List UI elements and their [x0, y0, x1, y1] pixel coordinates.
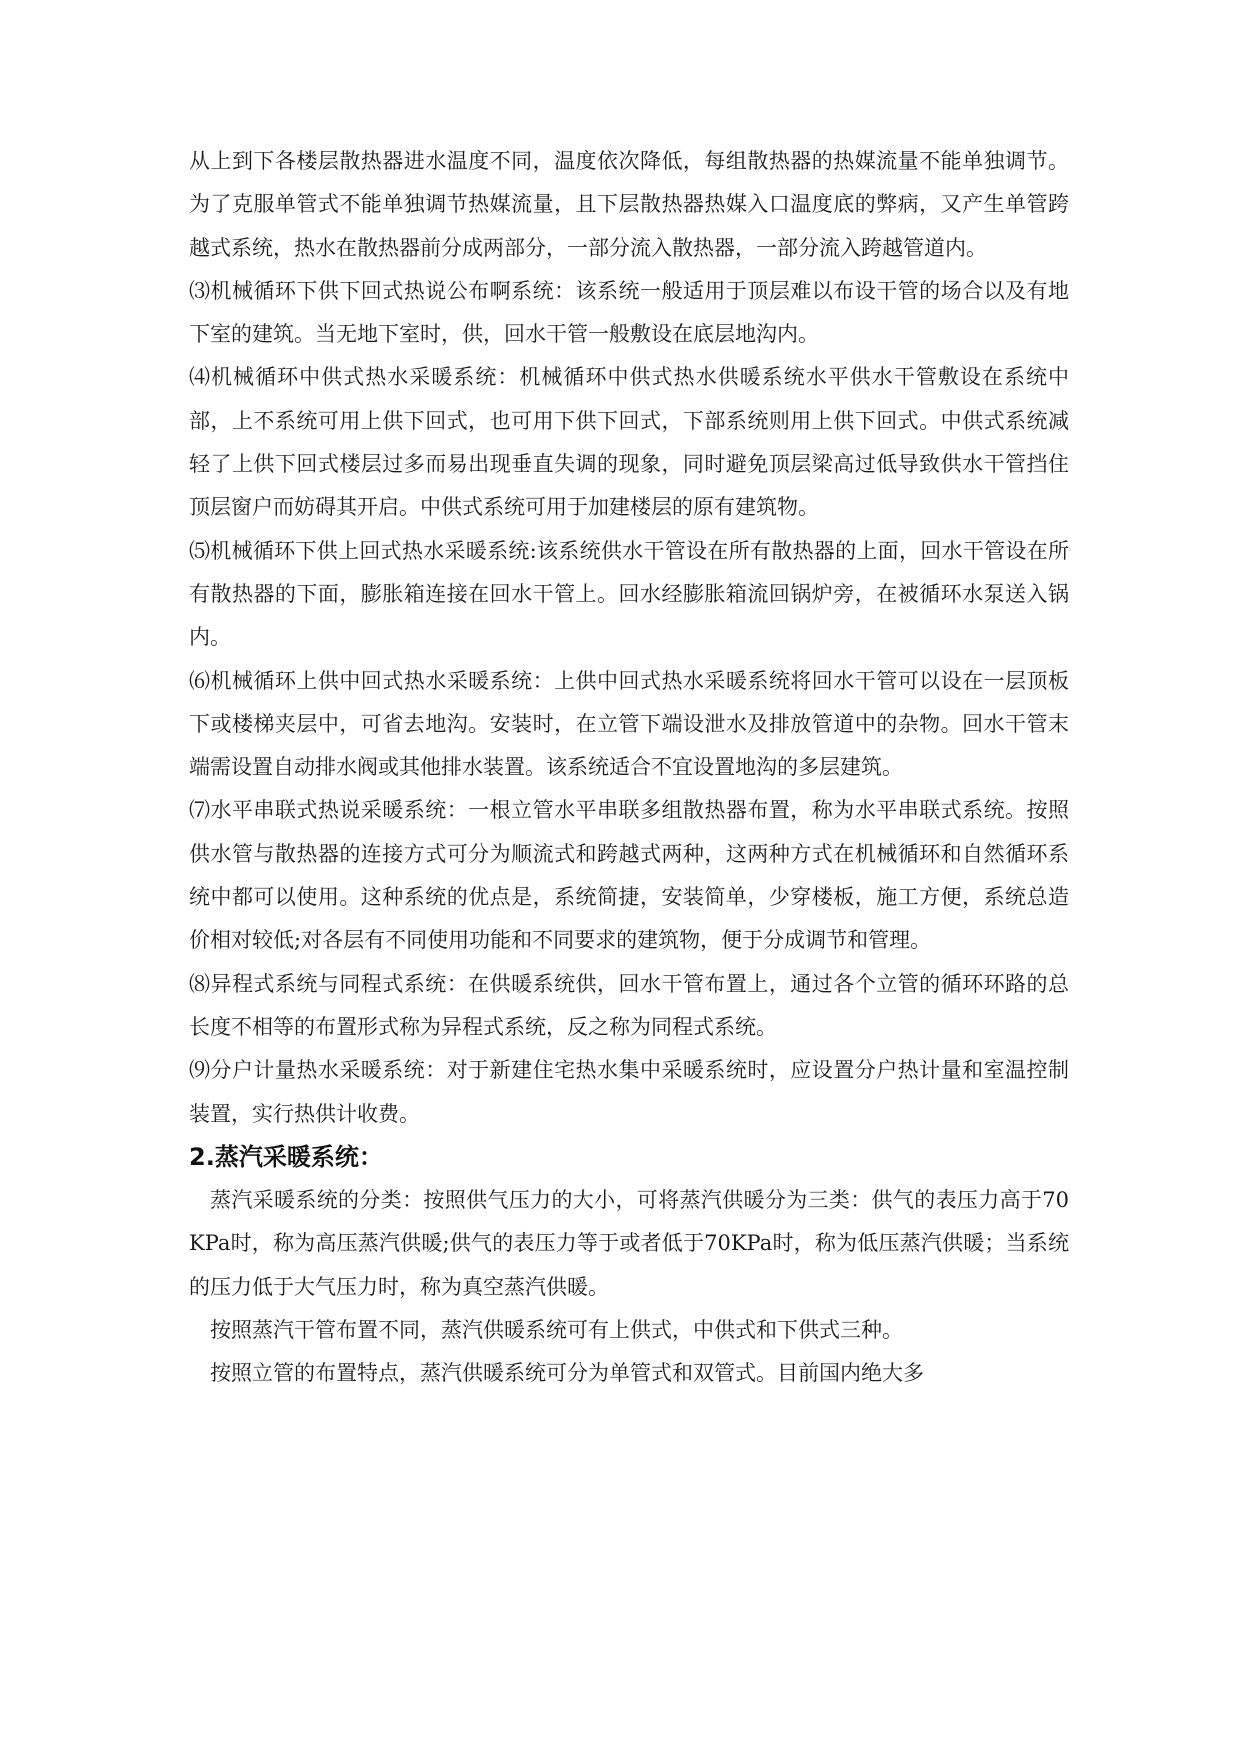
paragraph-item-9: ⑼分户计量热水采暖系统：对于新建住宅热水集中采暖系统时，应设置分户热计量和室温控制装置，实行热供计收费。: [189, 1058, 1069, 1126]
paragraph-steam-classification: 蒸汽采暖系统的分类：按照供气压力的大小，可将蒸汽供暖分为三类：供气的表压力高于70KPa时，称为高压蒸汽供暖;供气的表压力等于或者低于70KPa时，称为低压蒸汽供暖；当系统的压力低于大气压力时，称为真空蒸汽供暖。: [189, 1188, 1069, 1299]
paragraph-item-5: ⑸机械循环下供上回式热水采暖系统:该系统供水干管设在所有散热器的上面，回水干管设在所有散热器的下面，膨胀箱连接在回水干管上。回水经膨胀箱流回锅炉旁，在被循环水泵送入锅内。: [189, 538, 1069, 650]
paragraph-item-6: ⑹机械循环上供中回式热水采暖系统：上供中回式热水采暖系统将回水干管可以设在一层顶板下或楼梯夹层中，可省去地沟。安装时，在立管下端设泄水及排放管道中的杂物。回水干管末端需设置自动排水阀或其他排水装置。该系统适合不宜设置地沟的多层建筑。: [189, 668, 1069, 780]
paragraph-steam-riser-layout: 按照立管的布置特点，蒸汽供暖系统可分为单管式和双管式。目前国内绝大多: [210, 1361, 924, 1386]
paragraph-item-7: ⑺水平串联式热说采暖系统：一根立管水平串联多组散热器布置，称为水平串联式系统。按照供水管与散热器的连接方式可分为顺流式和跨越式两种，这两种方式在机械循环和自然循环系统中都可以使用。这种系统的优点是，系统简捷，安装简单，少穿楼板，施工方便，系统总造价相对较低;对各层有不同使用功能和不同要求的建筑物，便于分成调节和管理。: [189, 798, 1069, 953]
paragraph-item-8: ⑻异程式系统与同程式系统：在供暖系统供，回水干管布置上，通过各个立管的循环环路的总长度不相等的布置形式称为异程式系统，反之称为同程式系统。: [189, 971, 1069, 1039]
section-heading-steam-heating: 2.蒸汽采暖系统：: [189, 1142, 383, 1171]
paragraph-item-4: ⑷机械循环中供式热水采暖系统：机械循环中供式热水供暖系统水平供水干管敷设在系统中部，上不系统可用上供下回式，也可用下供下回式，下部系统则用上供下回式。中供式系统减轻了上供下回式楼层过多而易出现垂直失调的现象，同时避免顶层梁高过低导致供水干管挡住顶层窗户而妨碍其开启。中供式系统可用于加建楼层的原有建筑物。: [189, 365, 1069, 520]
document-page: [189, 140, 1069, 1396]
paragraph-item-3: ⑶机械循环下供下回式热说公布啊系统：该系统一般适用于顶层难以布设干管的场合以及有地下室的建筑。当无地下室时，供，回水干管一般敷设在底层地沟内。: [189, 278, 1069, 347]
paragraph-steam-main-layout: 按照蒸汽干管布置不同，蒸汽供暖系统可有上供式，中供式和下供式三种。: [210, 1318, 903, 1343]
paragraph-continuation: 从上到下各楼层散热器进水温度不同，温度依次降低，每组散热器的热媒流量不能单独调节。为了克服单管式不能单独调节热媒流量，且下层散热器热媒入口温度底的弊病，又产生单管跨越式系统，热水在散热器前分成两部分，一部分流入散热器，一部分流入跨越管道内。: [189, 149, 1069, 260]
